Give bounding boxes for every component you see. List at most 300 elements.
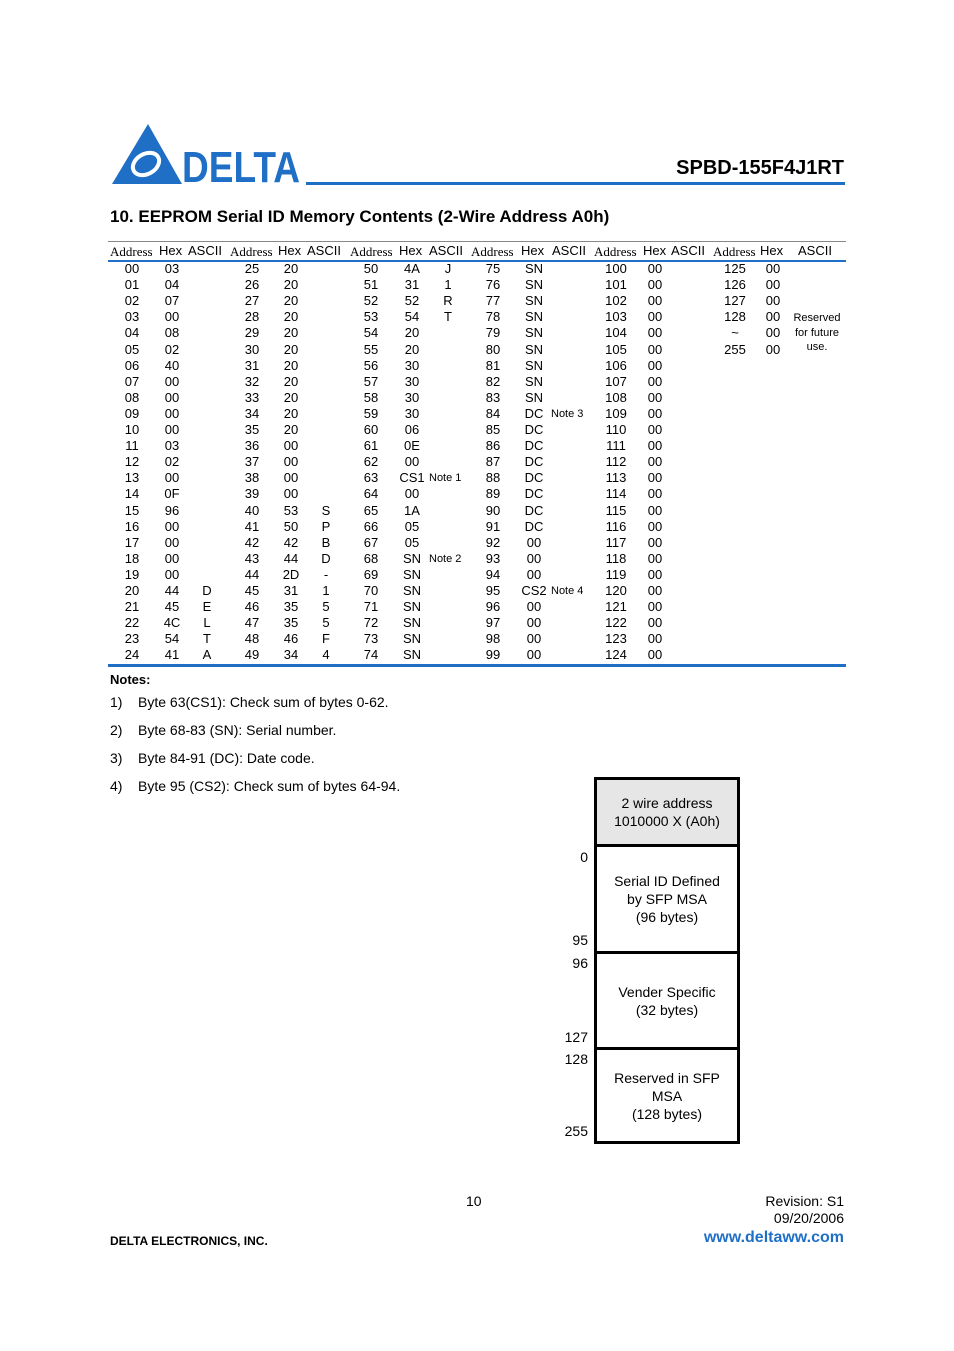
- address-cell: 101: [605, 277, 627, 293]
- address-cell: 121: [605, 599, 627, 615]
- address-cell: 11: [125, 438, 139, 454]
- address-cell: 73: [363, 631, 379, 647]
- hex-cell: SN: [402, 631, 422, 647]
- ascii-cell: F: [322, 631, 330, 647]
- address-cell: 84: [485, 405, 501, 421]
- address-cell: 31: [244, 357, 260, 373]
- reserved-note: use.: [806, 341, 828, 353]
- address-cell: 90: [485, 502, 501, 518]
- hex-cell: 00: [647, 534, 663, 550]
- hex-cell: 03: [164, 438, 180, 454]
- hex-cell: SN: [402, 583, 422, 598]
- hex-cell: 00: [647, 341, 663, 357]
- address-cell: 33: [244, 389, 260, 405]
- hex-cell: 31: [283, 583, 299, 598]
- hex-cell: 03: [164, 261, 180, 276]
- address-cell: 102: [605, 293, 627, 309]
- address-cell: 78: [485, 309, 501, 325]
- hex-cell: 20: [283, 325, 299, 341]
- address-cell: 45: [244, 583, 260, 598]
- hex-cell: 20: [283, 293, 299, 309]
- address-cell: ~: [731, 325, 739, 341]
- address-cell: 74: [363, 647, 379, 663]
- address-cell: 83: [485, 389, 501, 405]
- address-cell: 53: [363, 309, 379, 325]
- address-cell: 105: [605, 341, 627, 357]
- memory-block-line: (128 bytes): [631, 1105, 703, 1122]
- hex-cell: 30: [404, 389, 420, 405]
- address-cell: 126: [724, 277, 746, 293]
- note-reference-tag: Note 2: [429, 552, 462, 565]
- memory-block-line: Reserved in SFP: [614, 1069, 720, 1086]
- address-cell: 61: [363, 438, 379, 454]
- hex-cell: 00: [765, 341, 781, 357]
- memory-header-line: 1010000 X (A0h): [614, 813, 720, 829]
- hex-cell: 35: [283, 615, 299, 631]
- hex-cell: DC: [524, 454, 544, 470]
- hex-cell: 0E: [404, 438, 420, 454]
- table-bottom-rule: [108, 664, 846, 667]
- table-header-cell: Hex: [760, 243, 784, 258]
- address-cell: 51: [363, 277, 379, 293]
- hex-cell: 0F: [164, 486, 180, 502]
- address-cell: 47: [244, 615, 260, 631]
- hex-cell: SN: [524, 341, 544, 357]
- address-cell: 36: [244, 438, 260, 454]
- note-item: [110, 750, 315, 766]
- address-cell: 52: [363, 293, 379, 309]
- address-cell: 42: [244, 534, 260, 550]
- address-cell: 114: [605, 486, 627, 502]
- hex-cell: 00: [404, 454, 420, 470]
- address-cell: 86: [485, 438, 501, 454]
- hex-cell: 00: [164, 389, 180, 405]
- address-cell: 19: [124, 566, 140, 582]
- reserved-note: for future: [794, 326, 840, 339]
- hex-cell: 00: [164, 518, 180, 534]
- address-cell: 77: [485, 293, 501, 309]
- hex-cell: DC: [524, 405, 544, 421]
- hex-cell: 00: [647, 599, 663, 615]
- hex-cell: 1A: [404, 502, 420, 518]
- hex-cell: 46: [283, 631, 299, 647]
- hex-cell: DC: [524, 486, 544, 502]
- address-cell: 21: [124, 599, 140, 615]
- hex-cell: 04: [164, 277, 180, 293]
- hex-cell: 2D: [282, 566, 300, 582]
- hex-cell: 08: [164, 325, 180, 341]
- address-cell: 99: [485, 647, 501, 663]
- hex-cell: SN: [524, 277, 544, 293]
- revision-label: Revision: S1: [765, 1193, 844, 1209]
- address-cell: 69: [363, 566, 379, 582]
- table-header-cell: Hex: [278, 243, 302, 258]
- hex-cell: 30: [404, 373, 420, 389]
- hex-cell: 00: [647, 389, 663, 405]
- address-cell: 71: [363, 599, 379, 615]
- address-cell: 255: [724, 341, 746, 357]
- hex-cell: 00: [164, 422, 180, 437]
- hex-cell: 00: [647, 583, 663, 598]
- address-cell: 12: [124, 454, 140, 470]
- hex-cell: DC: [524, 422, 544, 437]
- hex-cell: 20: [283, 422, 299, 437]
- hex-cell: 00: [647, 470, 663, 486]
- address-cell: 43: [244, 550, 260, 566]
- note-number: 1): [110, 694, 123, 710]
- ascii-cell: T: [203, 631, 211, 647]
- ascii-cell: B: [321, 534, 331, 550]
- address-cell: 104: [605, 325, 627, 341]
- address-cell: 39: [244, 486, 260, 502]
- table-header-cell: Address: [350, 244, 393, 259]
- hex-cell: 20: [283, 373, 299, 389]
- table-header-cell: ASCII: [798, 243, 832, 258]
- hex-cell: 00: [647, 357, 663, 373]
- hex-cell: 41: [164, 647, 180, 663]
- ascii-cell: P: [321, 518, 331, 534]
- hex-cell: 00: [647, 325, 663, 341]
- hex-cell: 44: [164, 583, 180, 598]
- note-number: 4): [110, 778, 123, 794]
- memory-block-vendor: [594, 951, 740, 1050]
- ascii-cell: 5: [322, 615, 330, 631]
- address-cell: 41: [244, 518, 260, 534]
- address-cell: 88: [485, 470, 501, 486]
- address-cell: 56: [363, 357, 379, 373]
- note-text: Byte 68-83 (SN): Serial number.: [138, 722, 337, 738]
- ascii-cell: D: [321, 550, 331, 566]
- hex-cell: SN: [524, 373, 544, 389]
- hex-cell: SN: [524, 357, 544, 373]
- address-cell: 20: [124, 583, 140, 598]
- address-cell: 122: [605, 615, 627, 631]
- hex-cell: SN: [524, 309, 544, 325]
- hex-cell: 00: [164, 470, 180, 486]
- hex-cell: 53: [283, 502, 299, 518]
- note-text: Byte 63(CS1): Check sum of bytes 0-62.: [138, 694, 389, 710]
- address-cell: 58: [363, 389, 379, 405]
- address-cell: 29: [244, 325, 260, 341]
- address-cell: 38: [244, 470, 260, 486]
- address-cell: 127: [724, 293, 746, 309]
- hex-cell: 20: [283, 261, 299, 276]
- hex-cell: 00: [765, 277, 781, 293]
- address-cell: 68: [363, 550, 379, 566]
- ascii-cell: D: [202, 583, 212, 598]
- hex-cell: 00: [647, 631, 663, 647]
- ascii-cell: R: [443, 293, 453, 309]
- website-link[interactable]: www.deltaww.com: [703, 1229, 844, 1246]
- address-cell: 32: [244, 373, 260, 389]
- hex-cell: 00: [164, 566, 180, 582]
- header-rule: [306, 182, 845, 185]
- hex-cell: 00: [647, 454, 663, 470]
- address-cell: 64: [363, 486, 379, 502]
- hex-cell: 31: [404, 277, 420, 293]
- address-cell: 108: [605, 389, 627, 405]
- address-cell: 120: [605, 583, 627, 598]
- hex-cell: 00: [164, 405, 180, 421]
- address-cell: 30: [244, 341, 260, 357]
- table-header-cell: Address: [471, 244, 514, 259]
- revision-block: [765, 1193, 844, 1227]
- address-cell: 72: [363, 615, 379, 631]
- hex-cell: 50: [283, 518, 299, 534]
- address-cell: 103: [605, 309, 627, 325]
- memory-end-label: 127: [564, 1029, 588, 1045]
- ascii-cell: L: [203, 615, 211, 631]
- address-cell: 37: [244, 454, 260, 470]
- address-cell: 80: [485, 341, 501, 357]
- hex-cell: 00: [647, 309, 663, 325]
- hex-cell: 05: [404, 534, 420, 550]
- hex-cell: 00: [526, 599, 542, 615]
- table-top-rule: [108, 241, 846, 242]
- table-header-cell: Hex: [521, 243, 545, 258]
- hex-cell: 20: [283, 277, 299, 293]
- address-cell: 97: [485, 615, 501, 631]
- address-cell: 24: [124, 647, 140, 663]
- hex-cell: 07: [164, 293, 180, 309]
- table-header-cell: Address: [110, 244, 153, 259]
- address-cell: 14: [124, 486, 140, 502]
- hex-cell: 35: [283, 599, 299, 615]
- address-cell: 01: [124, 277, 140, 293]
- note-item: [110, 778, 400, 794]
- hex-cell: SN: [402, 599, 422, 615]
- address-cell: 123: [605, 631, 627, 647]
- hex-cell: 00: [526, 647, 542, 663]
- address-cell: 116: [605, 518, 627, 534]
- product-name: SPBD-155F4J1RT: [676, 157, 844, 179]
- ascii-cell: 1: [444, 277, 452, 293]
- hex-cell: 00: [765, 261, 781, 276]
- table-header-cell: Hex: [399, 243, 423, 258]
- address-cell: 62: [363, 454, 379, 470]
- hex-cell: SN: [402, 615, 422, 631]
- hex-cell: 45: [164, 599, 180, 615]
- address-cell: 96: [485, 599, 501, 615]
- address-cell: 10: [124, 422, 140, 437]
- hex-cell: DC: [524, 470, 544, 486]
- address-cell: 26: [244, 277, 260, 293]
- hex-cell: 00: [164, 373, 180, 389]
- hex-cell: 00: [647, 373, 663, 389]
- address-cell: 05: [124, 341, 140, 357]
- hex-cell: 42: [283, 534, 299, 550]
- address-cell: 107: [605, 373, 627, 389]
- address-cell: 87: [485, 454, 501, 470]
- address-cell: 02: [124, 293, 140, 309]
- hex-cell: 00: [647, 422, 663, 437]
- ascii-cell: 1: [322, 583, 330, 598]
- note-text: Byte 95 (CS2): Check sum of bytes 64-94.: [138, 778, 401, 794]
- table-header-cell: ASCII: [552, 243, 586, 258]
- address-cell: 117: [605, 534, 627, 550]
- note-number: 2): [110, 722, 123, 738]
- hex-cell: 44: [283, 550, 299, 566]
- address-cell: 65: [363, 502, 379, 518]
- hex-cell: 20: [283, 341, 299, 357]
- address-cell: 95: [485, 583, 501, 598]
- table-header-cell: Hex: [159, 243, 183, 258]
- address-cell: 18: [124, 550, 140, 566]
- hex-cell: 02: [164, 454, 180, 470]
- hex-cell: SN: [402, 566, 422, 582]
- address-cell: 92: [485, 534, 501, 550]
- address-cell: 67: [363, 534, 379, 550]
- hex-cell: 40: [164, 357, 180, 373]
- address-cell: 59: [363, 405, 379, 421]
- hex-cell: 00: [526, 631, 542, 647]
- memory-map-header: [594, 777, 740, 847]
- hex-cell: 52: [404, 293, 420, 309]
- address-cell: 16: [124, 518, 140, 534]
- hex-cell: 20: [404, 325, 420, 341]
- hex-cell: 20: [404, 341, 420, 357]
- reserved-note: Reserved: [793, 312, 841, 324]
- address-cell: 94: [485, 566, 501, 582]
- address-cell: 79: [485, 325, 501, 341]
- revision-date: 09/20/2006: [773, 1210, 844, 1226]
- hex-cell: 05: [404, 518, 420, 534]
- note-reference-tag: Note 3: [551, 407, 584, 420]
- address-cell: 100: [605, 261, 627, 276]
- hex-cell: 00: [765, 293, 781, 309]
- hex-cell: 00: [283, 470, 299, 486]
- ascii-cell: E: [202, 599, 212, 615]
- address-cell: 109: [605, 405, 627, 421]
- address-cell: 25: [244, 261, 260, 276]
- address-cell: 07: [124, 373, 140, 389]
- address-cell: 13: [124, 470, 140, 486]
- table-header-cell: ASCII: [188, 243, 222, 258]
- memory-block-line: MSA: [651, 1087, 683, 1104]
- hex-cell: SN: [402, 647, 422, 663]
- hex-cell: 00: [526, 615, 542, 631]
- memory-block-line: (32 bytes): [635, 1001, 699, 1018]
- address-cell: 89: [485, 486, 501, 502]
- ascii-cell: J: [444, 261, 452, 276]
- hex-cell: 30: [404, 405, 420, 421]
- address-cell: 112: [605, 454, 627, 470]
- hex-cell: 00: [283, 486, 299, 502]
- memory-start-label: 96: [572, 955, 588, 971]
- ascii-cell: 5: [322, 599, 330, 615]
- hex-cell: 00: [647, 502, 663, 518]
- hex-cell: 00: [526, 534, 542, 550]
- note-reference-tag: Note 1: [429, 472, 462, 485]
- address-cell: 98: [485, 631, 501, 647]
- address-cell: 54: [363, 325, 379, 341]
- hex-cell: 02: [164, 341, 180, 357]
- address-cell: 03: [124, 309, 140, 325]
- address-cell: 00: [124, 261, 140, 276]
- hex-cell: 00: [647, 566, 663, 582]
- page-number: 10: [466, 1193, 482, 1209]
- hex-cell: SN: [524, 389, 544, 405]
- hex-cell: 00: [647, 438, 663, 454]
- hex-cell: CS1: [399, 470, 425, 486]
- logo-wordmark: DELTA: [182, 143, 300, 192]
- address-cell: 82: [485, 373, 501, 389]
- memory-start-label: 128: [564, 1051, 588, 1067]
- table-header-cell: Hex: [643, 243, 667, 258]
- address-cell: 66: [363, 518, 379, 534]
- memory-block-serial-id: [594, 844, 740, 954]
- hex-cell: 00: [283, 438, 299, 454]
- address-cell: 49: [244, 647, 260, 663]
- hex-cell: 00: [164, 309, 180, 325]
- memory-block-line: (96 bytes): [635, 909, 699, 925]
- address-cell: 06: [124, 357, 140, 373]
- address-cell: 85: [485, 422, 501, 437]
- hex-cell: 00: [647, 405, 663, 421]
- hex-cell: 96: [164, 502, 180, 518]
- ascii-cell: -: [323, 566, 329, 582]
- memory-end-label: 255: [564, 1123, 588, 1139]
- address-cell: 111: [606, 438, 626, 454]
- note-item: [110, 722, 336, 738]
- delta-logo: [110, 122, 302, 192]
- address-cell: 91: [485, 518, 501, 534]
- hex-cell: 00: [526, 550, 542, 566]
- address-cell: 81: [485, 357, 501, 373]
- note-item: [110, 694, 389, 710]
- memory-end-label: 95: [572, 932, 588, 948]
- address-cell: 04: [124, 325, 140, 341]
- hex-cell: 4A: [404, 261, 420, 276]
- hex-cell: 20: [283, 389, 299, 405]
- table-header-cell: Address: [713, 244, 756, 259]
- address-cell: 75: [485, 261, 501, 276]
- address-cell: 119: [605, 566, 627, 582]
- table-header-cell: Address: [230, 244, 273, 259]
- ascii-cell: A: [202, 647, 212, 663]
- address-cell: 118: [605, 550, 627, 566]
- address-cell: 23: [124, 631, 140, 647]
- address-cell: 09: [124, 405, 140, 421]
- hex-cell: 54: [164, 631, 180, 647]
- hex-cell: 00: [647, 486, 663, 502]
- address-cell: 17: [124, 534, 140, 550]
- hex-cell: 00: [647, 261, 663, 276]
- hex-cell: SN: [524, 325, 544, 341]
- address-cell: 35: [244, 422, 260, 437]
- hex-cell: 4C: [163, 615, 181, 631]
- address-cell: 76: [485, 277, 501, 293]
- address-cell: 46: [244, 599, 260, 615]
- address-cell: 115: [605, 502, 627, 518]
- table-header-cell: ASCII: [307, 243, 341, 258]
- memory-block-line: by SFP MSA: [627, 891, 707, 907]
- hex-cell: SN: [524, 261, 544, 276]
- table-header-cell: ASCII: [671, 243, 705, 258]
- ascii-cell: S: [321, 502, 331, 518]
- hex-cell: CS2: [521, 583, 547, 598]
- address-cell: 63: [363, 470, 379, 486]
- hex-cell: SN: [524, 293, 544, 309]
- hex-cell: 00: [765, 325, 781, 341]
- memory-start-label: 0: [580, 849, 588, 865]
- hex-cell: 20: [283, 405, 299, 421]
- address-cell: 128: [724, 309, 746, 325]
- address-cell: 57: [363, 373, 379, 389]
- hex-cell: 00: [647, 647, 663, 663]
- hex-cell: 00: [526, 566, 542, 582]
- hex-cell: 00: [647, 615, 663, 631]
